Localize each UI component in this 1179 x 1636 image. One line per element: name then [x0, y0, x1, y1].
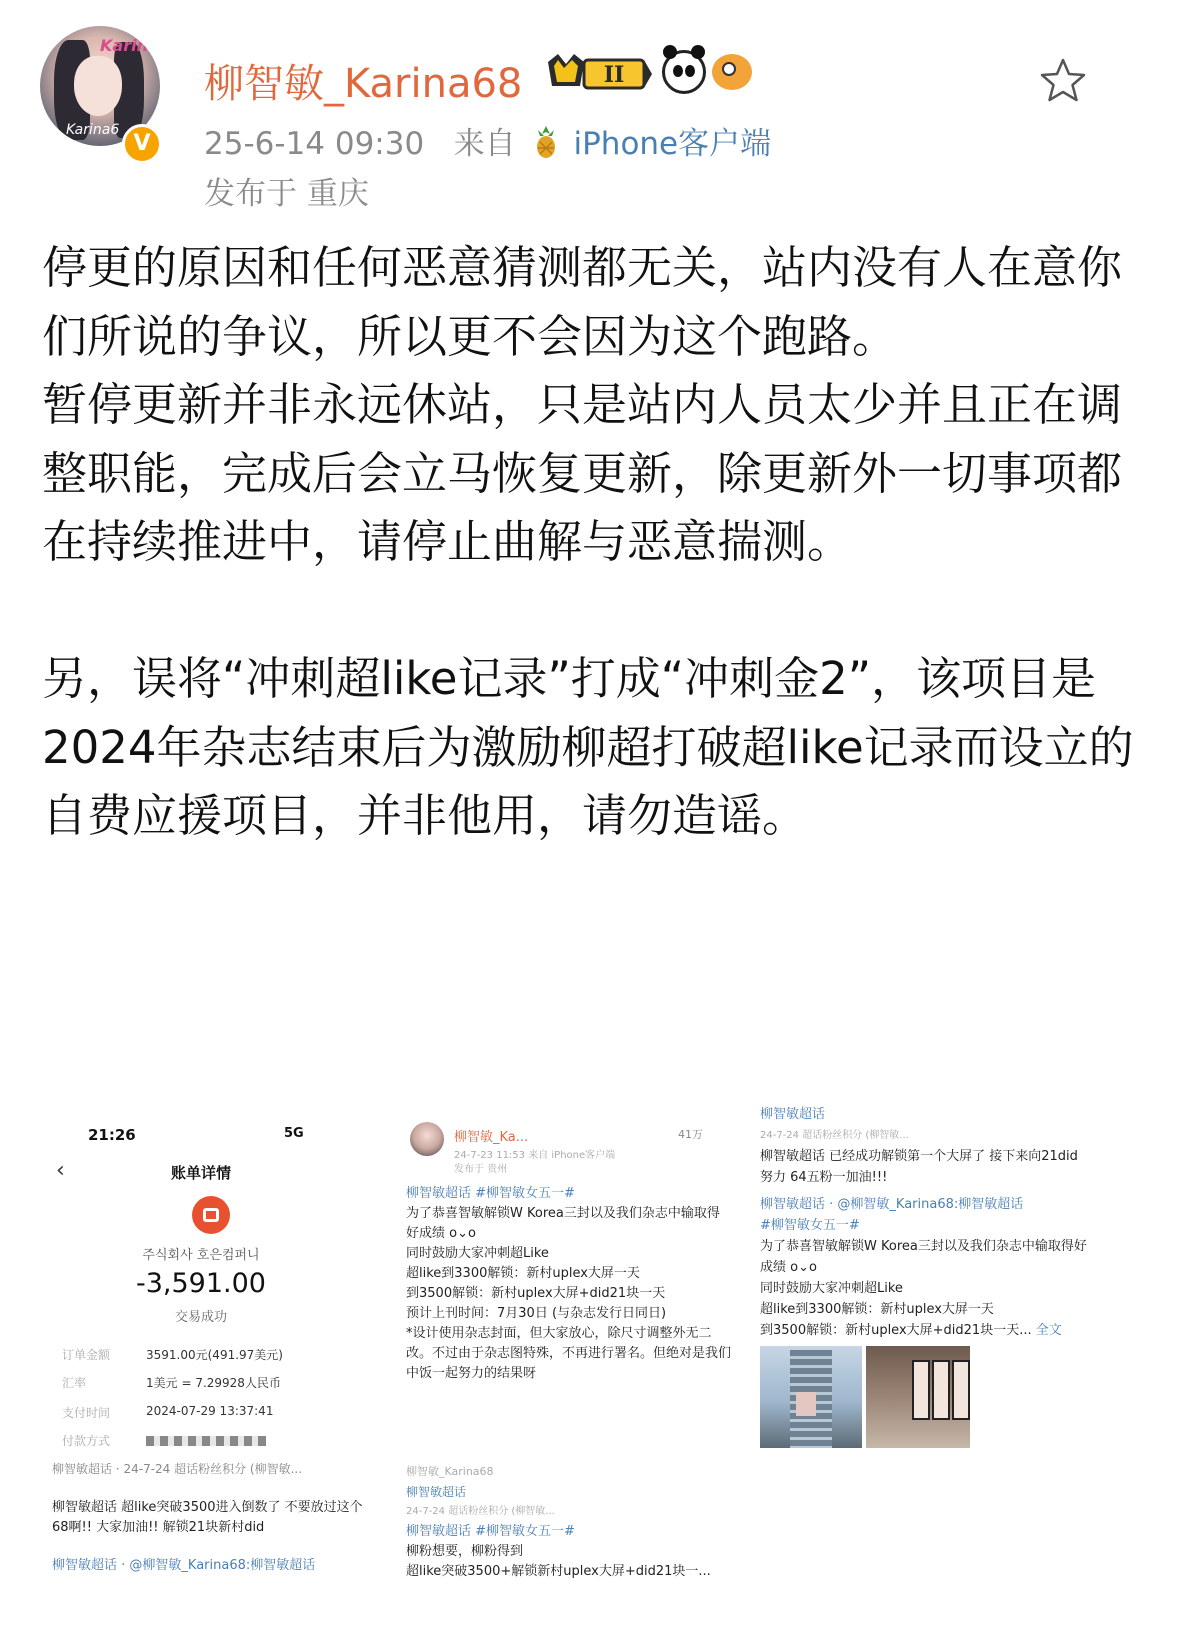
bill-row-label: 支付时间	[62, 1406, 111, 1420]
status-time: 21:26	[88, 1126, 136, 1144]
post-date: 25-6-14 09:30	[204, 126, 425, 162]
post-meta	[204, 118, 771, 163]
post-header	[0, 0, 1179, 230]
svg-text:II: II	[603, 62, 625, 88]
post-paragraph-1: 停更的原因和任何恶意猜测都无关，站内没有人在意你们所说的争议，所以更不会因为这个跑路。	[42, 241, 1123, 363]
back-chevron-icon: ‹	[56, 1158, 65, 1183]
avatar	[410, 1122, 444, 1156]
post-paragraph-3: 另，误将“冲刺超like记录”打成“冲刺金2”，该项目是2024年杂志结束后为激励柳超打破超like记录而设立的自费应援项目，并非他用，请勿造谣。	[42, 652, 1134, 842]
bill-row-label: 订单金额	[62, 1348, 111, 1362]
post-meta: 24-7-23 11:53 来自 iPhone客户端	[454, 1150, 616, 1161]
avatar-label: Karina6	[66, 122, 120, 138]
bill-status: 交易成功	[174, 1310, 227, 1325]
username[interactable]: 柳智敏_Karina68	[204, 61, 523, 107]
avatar-face	[74, 56, 122, 116]
post-location: 发布于 重庆	[204, 176, 369, 212]
post-body	[42, 234, 1142, 851]
repost-text: 柳智敏超话 超like突破3500进入倒数了 不要放过这个68啊!! 大家加油!! 解锁21块新村did	[52, 1500, 363, 1535]
username: 柳智敏_Ka...	[454, 1130, 529, 1145]
panda-badge-icon	[662, 50, 706, 94]
attached-images	[0, 1088, 1179, 1636]
post-paragraph-2: 暂停更新并非永远休站，只是站内人员太少并且正在调整职能，完成后会立马恢复更新，除更新外一切事项都在持续推进中，请停止曲解与恶意揣测。	[42, 378, 1123, 568]
avatar-tag: Karina	[100, 36, 159, 55]
bill-title: 账单详情	[170, 1164, 231, 1182]
repost: 柳智敏_Karina68 柳智敏超话 24-7-24 超话粉丝积分 (柳智敏... 柳智敏超话 #柳智敏女五一# 柳粉想要，柳粉得到 超like突破3500+解锁新村uplex大屏+did21块一...	[406, 1465, 711, 1579]
crown-level-badge-icon	[544, 52, 654, 94]
repost-text-2: 柳智敏超话 · @柳智敏_Karina68:柳智敏超话	[52, 1558, 316, 1573]
bill-row-value: 3591.00元(491.97美元)	[146, 1348, 283, 1362]
post-body: 柳智敏超话 24-7-24 超话粉丝积分 (柳智敏... 柳智敏超话 已经成功解锁第一个大屏了 接下来向21did努力 64五粉一加油!!! 柳智敏超话 · @柳智敏_Karina68:柳智敏超话 #柳智敏女五一# 为了恭喜智敏解锁W Korea三封以及我们杂志中输取得好成绩 o⌄o 同时鼓励大家冲刺超Like 超like到3300解锁：新村uplex大屏一天 到3500解锁：新村uplex大屏+did21块一天... 全文	[760, 1107, 1087, 1338]
image-weibo-repost[interactable]	[752, 1088, 1092, 1636]
image-bill-details[interactable]	[30, 1088, 372, 1636]
image-weibo-post[interactable]	[396, 1088, 738, 1636]
bill-merchant: 주식회사 호은컴퍼니	[142, 1248, 260, 1263]
bill-row-value: 2024-07-29 13:37:41	[146, 1404, 274, 1418]
image-building-billboard[interactable]	[760, 1346, 862, 1448]
bill-row-value: 1美元 = 7.29928人民币	[146, 1376, 281, 1390]
status-network: 5G	[284, 1126, 304, 1141]
bill-row-label: 付款方式	[62, 1434, 111, 1448]
favorite-star-icon[interactable]	[1038, 56, 1088, 106]
repost-header: 柳智敏超话 · 24-7-24 超话粉丝积分 (柳智敏...	[52, 1462, 303, 1476]
post-body: 柳智敏超话 #柳智敏女五一# 为了恭喜智敏解锁W Korea三封以及我们杂志中输取得好成绩 o⌄o 同时鼓励大家冲刺超Like 超like到3300解锁：新村uplex大屏一天 到3500解锁：新村uplex大屏+did21块一天 预计上刊时间：7月30日 (与杂志发行日同日) *设计使用杂志封面，但大家放心，除尺寸调整外无二改。不过由于杂志图特殊，不再进行署名。但绝对是我们中饭一起努力的结果呀	[406, 1186, 732, 1381]
post-client[interactable]: iPhone客户端	[573, 126, 772, 162]
view-count: 41万	[678, 1128, 703, 1141]
bill-amount: -3,591.00	[136, 1268, 266, 1299]
read-more-link[interactable]: 全文	[1035, 1323, 1062, 1338]
bill-row-label: 汇率	[62, 1376, 87, 1390]
verified-icon: V	[122, 124, 162, 164]
post-from-label: 来自	[453, 126, 516, 162]
post-location: 发布于 贵州	[454, 1164, 508, 1175]
image-subway-posters[interactable]	[866, 1346, 970, 1448]
fish-badge-icon	[712, 54, 752, 90]
pineapple-icon	[532, 126, 560, 158]
merchant-logo-icon	[192, 1196, 230, 1234]
redacted-payment-method	[146, 1436, 266, 1446]
